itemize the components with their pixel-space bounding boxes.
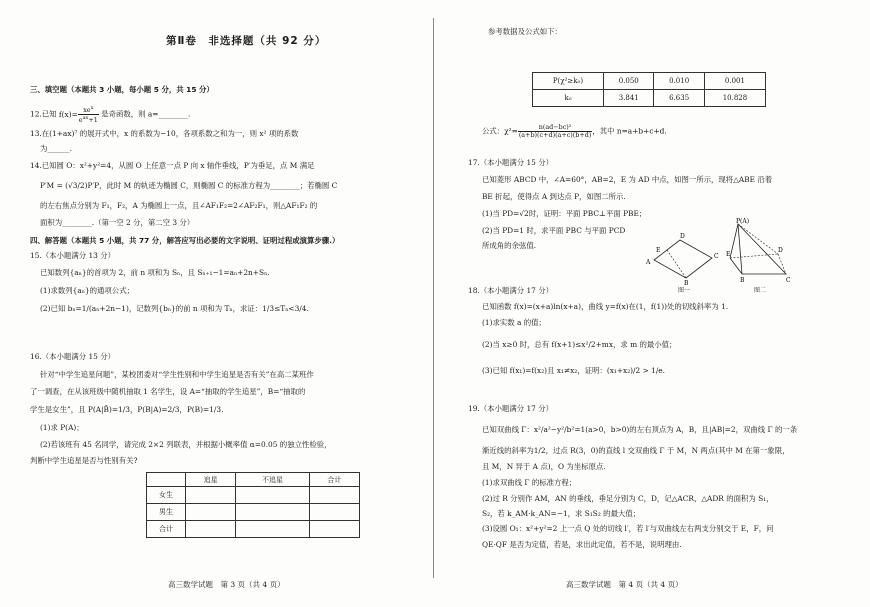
question-16-part1: (1)求 P(A)； xyxy=(40,423,84,432)
table-cell: 0.001 xyxy=(704,73,765,90)
question-17-title: 17.（本小题满分 15 分） xyxy=(468,158,553,167)
question-19-line1: 已知双曲线 Γ：x²/a²−y²/b²=1(a>0，b>0)的左右顶点为 A，B，且|AB|=2，双曲线 Γ 的一条 xyxy=(482,425,798,434)
table-cell: 0.050 xyxy=(604,73,654,90)
question-16-part2b: 判断中学生追星是否与性别有关? xyxy=(30,456,138,465)
table-row-label: 女生 xyxy=(147,487,186,504)
svg-text:D: D xyxy=(778,247,783,254)
svg-text:B: B xyxy=(684,280,689,286)
table-header-row xyxy=(147,473,360,487)
table-row-label: 男生 xyxy=(147,504,186,521)
section-title: 第Ⅱ卷 非选择题（共 92 分） xyxy=(166,35,327,47)
table-row xyxy=(533,73,766,90)
question-17-line2: BE 折起，使得点 A 到达点 P，如图二所示. xyxy=(482,192,626,201)
table-cell xyxy=(186,521,236,538)
svg-text:A: A xyxy=(646,259,651,266)
chi-square-formula: 公式：χ²= $\frac{\text{n(ad−bc)²}}{(a+b)(c+d)(a+c)(b+d)}$ ，其中 n=a+b+c+d. xyxy=(482,123,667,139)
table-header-cell: 不追星 xyxy=(236,473,310,487)
table-row xyxy=(147,487,360,504)
question-17-part2a: (2)当 PD=1 时，求平面 PBC 与平面 PCD xyxy=(482,226,626,235)
question-17-part1: (1)当 PD=√2时，证明：平面 PBC⊥平面 PBE； xyxy=(482,209,647,218)
question-19-line3: 且 M，N 异于 A 点)，O 为坐标原点. xyxy=(482,462,606,471)
question-16-line3: 学生是女生”，且 P(A|B̄)=1/3，P(B|A)=2/3，P(B)=1/3. xyxy=(30,405,224,414)
question-19-part2b: S₂，若 k_AM·k_AN=−1，求 S₁S₂ 的最大值； xyxy=(482,509,641,518)
figure-one-caption: 图一 xyxy=(678,287,691,294)
table-header-cell: 追星 xyxy=(186,473,236,487)
question-16-part2a: (2)若该班有 45 名同学，请完成 2×2 列联表，并根据小概率值 α=0.05 的独立性检验， xyxy=(40,440,332,449)
q12-function: f(x)= $\frac{xe^x}{e^{ax}+1}$ xyxy=(58,105,98,125)
question-16-line2: 了一调查，在从该班级中随机抽取 1 名学生，设 A=“抽取的学生追星”，B=“抽取的 xyxy=(30,387,306,396)
table-cell xyxy=(309,504,359,521)
question-19-title: 19.（本小题满分 17 分） xyxy=(468,404,553,413)
question-15-part1: (1)求数列{aₙ}的通项公式； xyxy=(40,286,134,295)
question-14-line3: 的左右焦点分别为 F₁，F₂，A 为椭圆上一点，且∠AF₁F₂=2∠AF₂F₁，则△AF₁F₂ 的 xyxy=(40,201,318,210)
question-16-line1: 针对“中学生追星问题”，某校团委对“学生性别和中学生追星是否有关”在高二某班作 xyxy=(40,370,314,379)
table-cell: 6.635 xyxy=(654,90,704,107)
table-cell xyxy=(236,504,310,521)
table-row xyxy=(533,90,766,107)
table-row-label: 合计 xyxy=(147,521,186,538)
table-cell: 10.828 xyxy=(704,90,765,107)
table-cell xyxy=(309,487,359,504)
question-16-title: 16.（本小题满分 15 分） xyxy=(30,352,115,361)
question-18-part1: (1)求实数 a 的值； xyxy=(482,318,546,327)
contingency-table xyxy=(146,472,360,538)
svg-text:P(A): P(A) xyxy=(736,218,750,225)
question-15-title: 15.（本小题满分 13 分） xyxy=(30,251,115,260)
question-13-line1: 13.在(1+ax)⁷ 的展开式中，x 的系数为−10，各项系数之和为一，则 x² 项的系数 xyxy=(30,129,299,138)
question-17-part2b: 所成角的余弦值. xyxy=(482,241,537,250)
question-14-line1: 14.已知圆 O：x²+y²=4，从圆 O 上任意一点 P 向 x 轴作垂线，P′为垂足，点 M 满足 xyxy=(30,161,315,170)
svg-text:C: C xyxy=(786,277,791,284)
svg-text:C: C xyxy=(714,253,719,260)
chi-square-table xyxy=(532,72,766,107)
table-row xyxy=(147,521,360,538)
question-18-part3: (3)已知 f(x₁)=f(x₂)且 x₁≠x₂，证明：(x₁+x₂)/2 > 1/e. xyxy=(482,366,666,375)
table-header-cell: 合计 xyxy=(309,473,359,487)
answer-header: 四、解答题（本题共 5 小题，共 77 分，解答应写出必要的文字说明、证明过程或演算步骤.） xyxy=(30,236,340,245)
table-cell: 0.010 xyxy=(654,73,704,90)
question-19-line2: 渐近线的斜率为1/2，过点 R(3，0)的直线 l 交双曲线 Γ 于 M，N 两点(其中 M 在第一象限， xyxy=(482,446,790,455)
question-15-stem: 已知数列{aₙ}的首项为 2，前 n 项和为 Sₙ，且 Sₙ₊₁−1=aₙ+2n+Sₙ. xyxy=(40,268,270,277)
page-3 xyxy=(0,0,432,607)
question-15-part2: (2)已知 bₙ=1/(aₙ+2n−1)，记数列{bₙ}的前 n 项和为 Tₙ，求证：1/3≤Tₙ<3/4. xyxy=(40,304,309,313)
ref-title: 参考数据及公式如下： xyxy=(488,27,562,36)
page-divider xyxy=(433,18,434,578)
question-18-title: 18.（本小题满分 17 分） xyxy=(468,286,553,295)
table-cell: 3.841 xyxy=(604,90,654,107)
question-14-line2: P′M = (√3/2)P′P，此时 M 的轨迹为椭圆 C，则椭圆 C 的标准方程为________；若椭圆 C xyxy=(40,181,338,190)
svg-text:D: D xyxy=(680,233,685,240)
table-cell xyxy=(186,487,236,504)
figure-two-pyramid xyxy=(726,218,794,288)
question-14-line4: 面积为________.（第一空 2 分，第二空 3 分） xyxy=(40,218,195,227)
question-18-stem: 已知函数 f(x)=(x+a)ln(x+a)，曲线 y=f(x)在(1，f(1))处的切线斜率为 1. xyxy=(482,302,729,311)
table-cell xyxy=(186,504,236,521)
question-19-part3a: (3)设圆 O₁：x²+y²=2 上一点 Q 处的切线 l′，若 l′与双曲线左右两支分别交于 E，F，问 xyxy=(482,524,774,533)
svg-text:B: B xyxy=(740,277,745,284)
page-footer: 高三数学试题 第 4 页（共 4 页） xyxy=(566,580,683,589)
question-17-line1: 已知菱形 ABCD 中，∠A=60°，AB=2，E 为 AD 中点，如图一所示，现将△ABE 沿着 xyxy=(482,175,773,184)
page-4 xyxy=(436,0,870,607)
svg-text:E: E xyxy=(726,251,731,258)
table-cell: P(χ²≥k₀) xyxy=(533,73,604,90)
question-19-part2a: (2)过 R 分别作 AM，AN 的垂线，垂足分别为 C，D，记△ACR，△ADR 的面积为 S₁， xyxy=(482,494,774,503)
question-19-part1: (1)求双曲线 Γ 的标准方程； xyxy=(482,478,577,487)
fill-in-header: 三、填空题（本题共 3 小题，每小题 5 分，共 15 分） xyxy=(30,85,214,94)
table-cell xyxy=(309,521,359,538)
table-cell xyxy=(236,521,310,538)
table-cell xyxy=(236,487,310,504)
table-header-cell xyxy=(147,473,186,487)
question-18-part2: (2)当 x≥0 时，总有 f(x+1)≤x²/2+mx，求 m 的最小值； xyxy=(482,340,677,349)
svg-text:E: E xyxy=(656,247,661,254)
table-cell: k₀ xyxy=(533,90,604,107)
page-footer: 高三数学试题 第 3 页（共 4 页） xyxy=(168,580,285,589)
figure-two-caption: 图二 xyxy=(754,287,767,294)
question-12: 12.已知 f(x)= $\frac{xe^x}{e^{ax}+1}$ 是奇函数，则 a=________. xyxy=(30,105,191,125)
question-19-part3b: QE·QF 是否为定值，若是，求出此定值，若不是，说明理由. xyxy=(482,540,682,549)
figure-one-rhombus xyxy=(642,228,722,286)
question-13-line2: 为______. xyxy=(40,144,72,153)
table-row xyxy=(147,504,360,521)
